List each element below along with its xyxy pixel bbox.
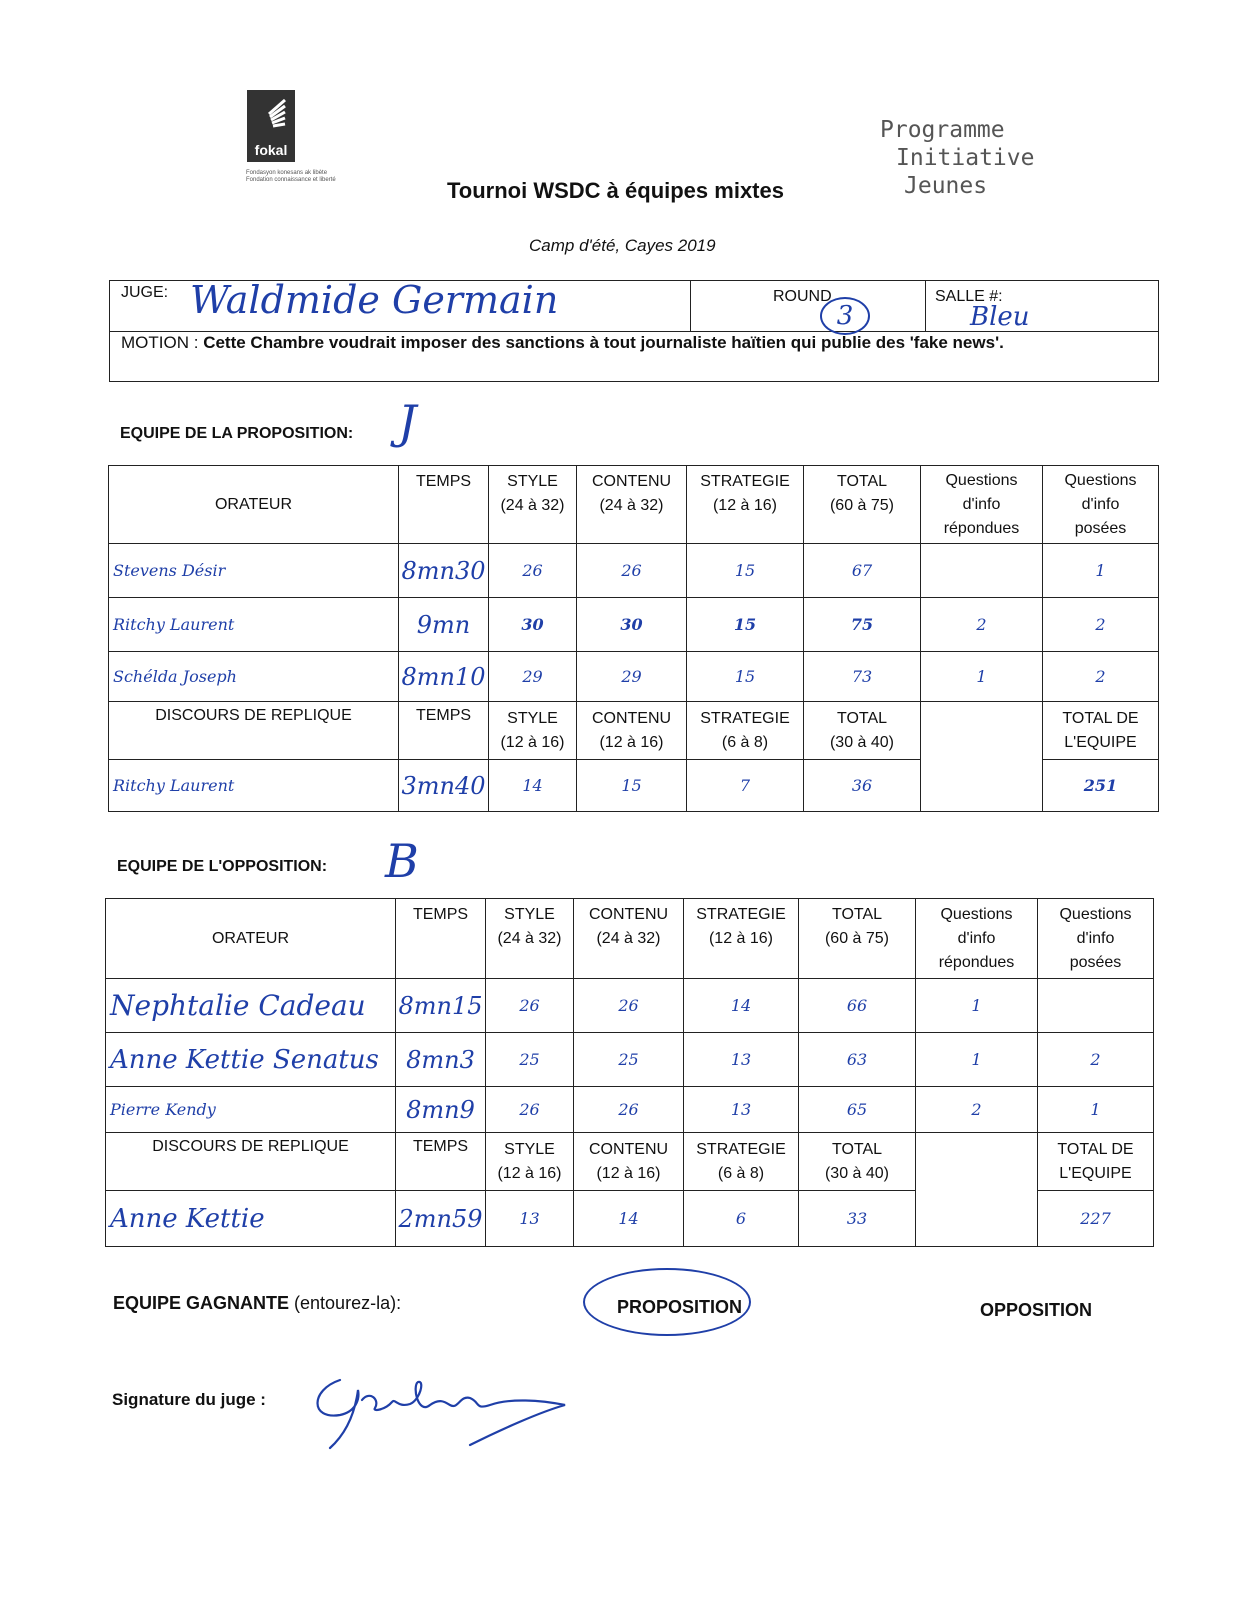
speaker-contenu: 26 bbox=[574, 979, 684, 1033]
speaker-name: Ritchy Laurent bbox=[109, 598, 399, 652]
reply-total: 33 bbox=[799, 1191, 916, 1247]
col-contenu: CONTENU (24 à 32) bbox=[574, 899, 684, 979]
team-total: 227 bbox=[1038, 1191, 1154, 1247]
table-row bbox=[109, 544, 1159, 598]
program-logo bbox=[880, 116, 1034, 200]
reply-row bbox=[109, 760, 1159, 812]
logo-subtitle-1: Fondasyon konesans ak libète bbox=[246, 170, 328, 176]
reply-style: 14 bbox=[489, 760, 577, 812]
blank-cell bbox=[921, 702, 1043, 760]
table-header-row bbox=[109, 466, 1159, 544]
col-total: TOTAL (30 à 40) bbox=[799, 1133, 916, 1191]
col-questions-posees: Questions d'info posées bbox=[1043, 466, 1159, 544]
speaker-q-rep: 1 bbox=[916, 1033, 1038, 1087]
table-row bbox=[106, 979, 1154, 1033]
col-strategie: STRATEGIE (12 à 16) bbox=[684, 899, 799, 979]
proposition-label: EQUIPE DE LA PROPOSITION: bbox=[120, 425, 354, 442]
speaker-name: Anne Kettie Senatus bbox=[106, 1033, 396, 1087]
speaker-contenu: 25 bbox=[574, 1033, 684, 1087]
col-style: STYLE (12 à 16) bbox=[489, 702, 577, 760]
juge-value: Waldmide Germain bbox=[190, 278, 559, 322]
speaker-strategie: 15 bbox=[687, 544, 804, 598]
speaker-q-pos: 2 bbox=[1043, 598, 1159, 652]
opposition-team: B bbox=[385, 834, 419, 888]
speaker-strategie: 15 bbox=[687, 652, 804, 702]
col-team-total: TOTAL DE L'EQUIPE bbox=[1043, 702, 1159, 760]
winner-option-opposition[interactable]: OPPOSITION bbox=[980, 1300, 1093, 1320]
speaker-q-pos: 1 bbox=[1043, 544, 1159, 598]
reply-name: Anne Kettie bbox=[106, 1191, 396, 1247]
col-orateur: ORATEUR bbox=[106, 899, 396, 979]
juge-label: JUGE: bbox=[121, 284, 169, 301]
speaker-style: 25 bbox=[486, 1033, 574, 1087]
col-strategie: STRATEGIE (6 à 8) bbox=[687, 702, 804, 760]
col-orateur: ORATEUR bbox=[109, 466, 399, 544]
col-replique: DISCOURS DE REPLIQUE bbox=[109, 702, 399, 760]
table-row bbox=[109, 652, 1159, 702]
reply-contenu: 14 bbox=[574, 1191, 684, 1247]
speaker-strategie: 13 bbox=[684, 1033, 799, 1087]
speaker-q-rep bbox=[921, 544, 1043, 598]
reply-row bbox=[106, 1191, 1154, 1247]
reply-strategie: 6 bbox=[684, 1191, 799, 1247]
speaker-contenu: 26 bbox=[577, 544, 687, 598]
speaker-style: 26 bbox=[486, 979, 574, 1033]
signature-label: Signature du juge : bbox=[112, 1390, 266, 1409]
program-line-2: Initiative bbox=[896, 145, 1035, 171]
col-replique: DISCOURS DE REPLIQUE bbox=[106, 1133, 396, 1191]
col-strategie: STRATEGIE (12 à 16) bbox=[687, 466, 804, 544]
table-row bbox=[109, 598, 1159, 652]
col-total: TOTAL (60 à 75) bbox=[804, 466, 921, 544]
speaker-name: Stevens Désir bbox=[109, 544, 399, 598]
col-style: STYLE (24 à 32) bbox=[489, 466, 577, 544]
salle-label: SALLE #: bbox=[935, 288, 1003, 305]
col-team-total: TOTAL DE L'EQUIPE bbox=[1038, 1133, 1154, 1191]
speaker-temps: 8mn9 bbox=[396, 1087, 486, 1133]
proposition-team: J bbox=[398, 395, 417, 449]
reply-temps: 2mn59 bbox=[396, 1191, 486, 1247]
team-total: 251 bbox=[1043, 760, 1159, 812]
fokal-rays-icon bbox=[255, 98, 287, 136]
speaker-contenu: 29 bbox=[577, 652, 687, 702]
reply-style: 13 bbox=[486, 1191, 574, 1247]
program-line-3: Jeunes bbox=[904, 173, 988, 199]
reply-header-row bbox=[109, 702, 1159, 760]
table-header-row bbox=[106, 899, 1154, 979]
col-contenu: CONTENU (24 à 32) bbox=[577, 466, 687, 544]
table-row bbox=[106, 1033, 1154, 1087]
col-questions-posees: Questions d'info posées bbox=[1038, 899, 1154, 979]
col-contenu: CONTENU (12 à 16) bbox=[574, 1133, 684, 1191]
speaker-q-rep: 1 bbox=[916, 979, 1038, 1033]
round-label: ROUND bbox=[773, 288, 832, 305]
speaker-q-pos: 2 bbox=[1038, 1033, 1154, 1087]
speaker-temps: 8mn15 bbox=[396, 979, 486, 1033]
col-temps: TEMPS bbox=[399, 702, 489, 760]
speaker-style: 26 bbox=[486, 1087, 574, 1133]
speaker-name: Pierre Kendy bbox=[106, 1087, 396, 1133]
reply-name: Ritchy Laurent bbox=[109, 760, 399, 812]
speaker-total: 67 bbox=[804, 544, 921, 598]
reply-total: 36 bbox=[804, 760, 921, 812]
speaker-style: 30 bbox=[489, 598, 577, 652]
col-total: TOTAL (60 à 75) bbox=[799, 899, 916, 979]
speaker-total: 66 bbox=[799, 979, 916, 1033]
program-line-1: Programme bbox=[880, 117, 1005, 143]
opposition-table bbox=[105, 898, 1154, 1247]
motion-label: MOTION : bbox=[121, 333, 199, 352]
fokal-logo bbox=[247, 90, 295, 162]
col-temps: TEMPS bbox=[396, 1133, 486, 1191]
speaker-temps: 9mn bbox=[399, 598, 489, 652]
col-total: TOTAL (30 à 40) bbox=[804, 702, 921, 760]
winner-option-proposition[interactable]: PROPOSITION bbox=[617, 1297, 743, 1317]
reply-strategie: 7 bbox=[687, 760, 804, 812]
col-strategie: STRATEGIE (6 à 8) bbox=[684, 1133, 799, 1191]
opposition-label: EQUIPE DE L'OPPOSITION: bbox=[117, 858, 328, 875]
blank-cell bbox=[921, 760, 1043, 812]
speaker-total: 63 bbox=[799, 1033, 916, 1087]
speaker-total: 65 bbox=[799, 1087, 916, 1133]
col-style: STYLE (24 à 32) bbox=[486, 899, 574, 979]
speaker-q-rep: 2 bbox=[916, 1087, 1038, 1133]
speaker-q-pos: 2 bbox=[1043, 652, 1159, 702]
round-value: 3 bbox=[820, 297, 870, 335]
motion bbox=[121, 333, 1004, 353]
speaker-name: Nephtalie Cadeau bbox=[106, 979, 396, 1033]
speaker-strategie: 14 bbox=[684, 979, 799, 1033]
col-style: STYLE (12 à 16) bbox=[486, 1133, 574, 1191]
document-subtitle: Camp d'été, Cayes 2019 bbox=[529, 236, 716, 255]
blank-cell bbox=[916, 1191, 1038, 1247]
proposition-table bbox=[108, 465, 1159, 812]
speaker-name: Schélda Joseph bbox=[109, 652, 399, 702]
speaker-total: 73 bbox=[804, 652, 921, 702]
reply-header-row bbox=[106, 1133, 1154, 1191]
speaker-q-pos bbox=[1038, 979, 1154, 1033]
speaker-q-rep: 2 bbox=[921, 598, 1043, 652]
col-questions-repondues: Questions d'info répondues bbox=[921, 466, 1043, 544]
speaker-contenu: 26 bbox=[574, 1087, 684, 1133]
speaker-temps: 8mn30 bbox=[399, 544, 489, 598]
reply-contenu: 15 bbox=[577, 760, 687, 812]
winner-label: EQUIPE GAGNANTE (entourez-la): bbox=[113, 1293, 402, 1313]
motion-text: Cette Chambre voudrait imposer des sanctions à tout journaliste haïtien qui publie des 'fake news'. bbox=[203, 333, 1004, 352]
col-questions-repondues: Questions d'info répondues bbox=[916, 899, 1038, 979]
col-temps: TEMPS bbox=[399, 466, 489, 544]
document-title: Tournoi WSDC à équipes mixtes bbox=[447, 178, 784, 203]
speaker-total: 75 bbox=[804, 598, 921, 652]
logo-subtitle-2: Fondation connaissance et liberté bbox=[246, 177, 336, 183]
speaker-style: 29 bbox=[489, 652, 577, 702]
signature-drawing bbox=[300, 1360, 580, 1460]
col-temps: TEMPS bbox=[396, 899, 486, 979]
blank-cell bbox=[916, 1133, 1038, 1191]
speaker-contenu: 30 bbox=[577, 598, 687, 652]
speaker-q-rep: 1 bbox=[921, 652, 1043, 702]
speaker-temps: 8mn3 bbox=[396, 1033, 486, 1087]
speaker-strategie: 15 bbox=[687, 598, 804, 652]
speaker-temps: 8mn10 bbox=[399, 652, 489, 702]
speaker-q-pos: 1 bbox=[1038, 1087, 1154, 1133]
salle-value: Bleu bbox=[970, 302, 1030, 332]
reply-temps: 3mn40 bbox=[399, 760, 489, 812]
speaker-strategie: 13 bbox=[684, 1087, 799, 1133]
col-contenu: CONTENU (12 à 16) bbox=[577, 702, 687, 760]
speaker-style: 26 bbox=[489, 544, 577, 598]
table-row bbox=[106, 1087, 1154, 1133]
logo-word: fokal bbox=[254, 142, 288, 158]
